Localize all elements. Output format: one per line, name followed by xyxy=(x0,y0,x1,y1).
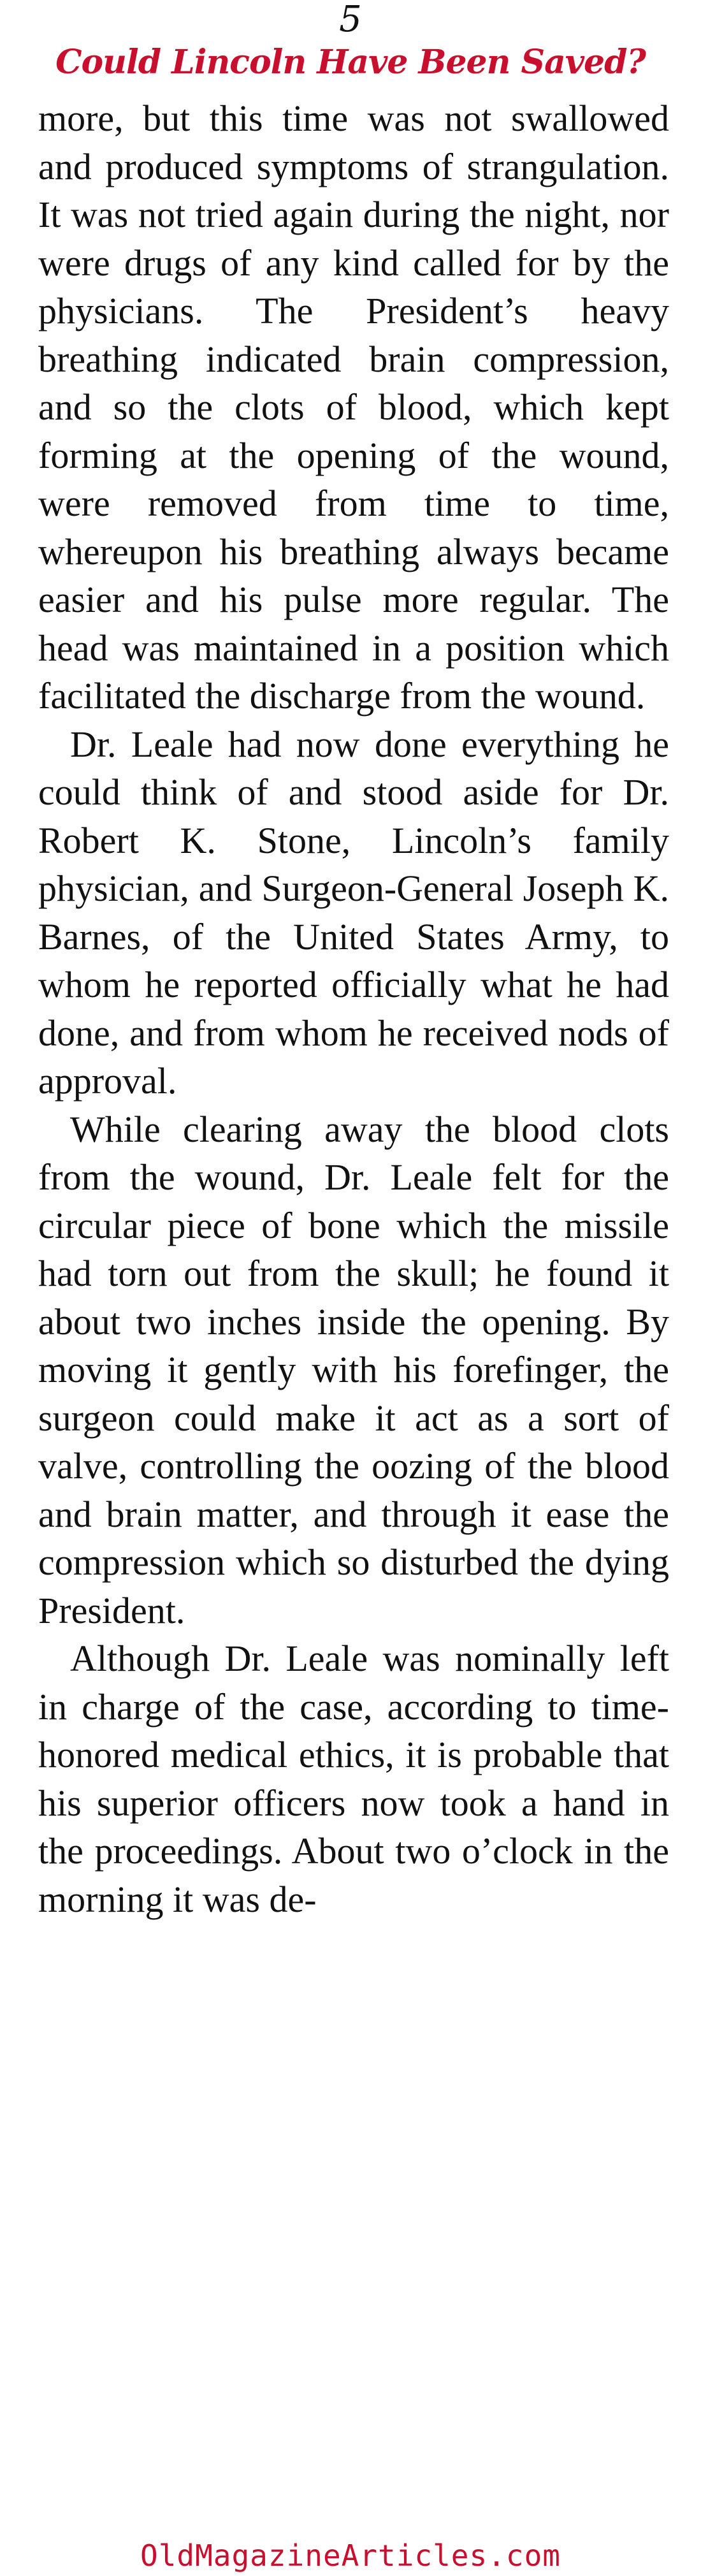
paragraph: more, but this time was not swallowed and produced symptoms of strangulation. It was not tried again during the night, nor were drugs of any kind called for by the physicians. The President’s heavy breathing indicated brain compression, and so the clots of blood, which kept forming at the opening of the wound, were removed from time to time, whereupon his breathing always became easier and his pulse more regular. The head was maintained in a position which facilitated the discharge from the wound. xyxy=(38,98,669,717)
paragraph: Dr. Leale had now done everything he could think of and stood aside for Dr. Robert K. Stone, Lincoln’s family physician, and Surgeon-General Joseph K. Barnes, of the United States Army, to whom he reported officially what he had done, and from whom he received nods of approval. xyxy=(38,723,669,1102)
paragraph: Although Dr. Leale was nominally left in charge of the case, according to time-honored medical ethics, it is probable that his superior officers now took a hand in the proceedings. About two o’clock in the morning it was de- xyxy=(38,1638,669,1920)
article-body xyxy=(38,94,669,1923)
page-number: 5 xyxy=(339,0,362,40)
source-watermark: OldMagazineArticles.com xyxy=(140,2538,561,2573)
running-title: Could Lincoln Have Been Saved? xyxy=(55,43,646,82)
paragraph: While clearing away the blood clots from the wound, Dr. Leale felt for the circular piece of bone which the missile had torn out from the skull; he found it about two inches inside the opening. By moving it gently with his forefinger, the surgeon could make it act as a sort of valve, controlling the oozing of the blood and brain matter, and through it ease the compression which so disturbed the dying President. xyxy=(38,1108,669,1631)
